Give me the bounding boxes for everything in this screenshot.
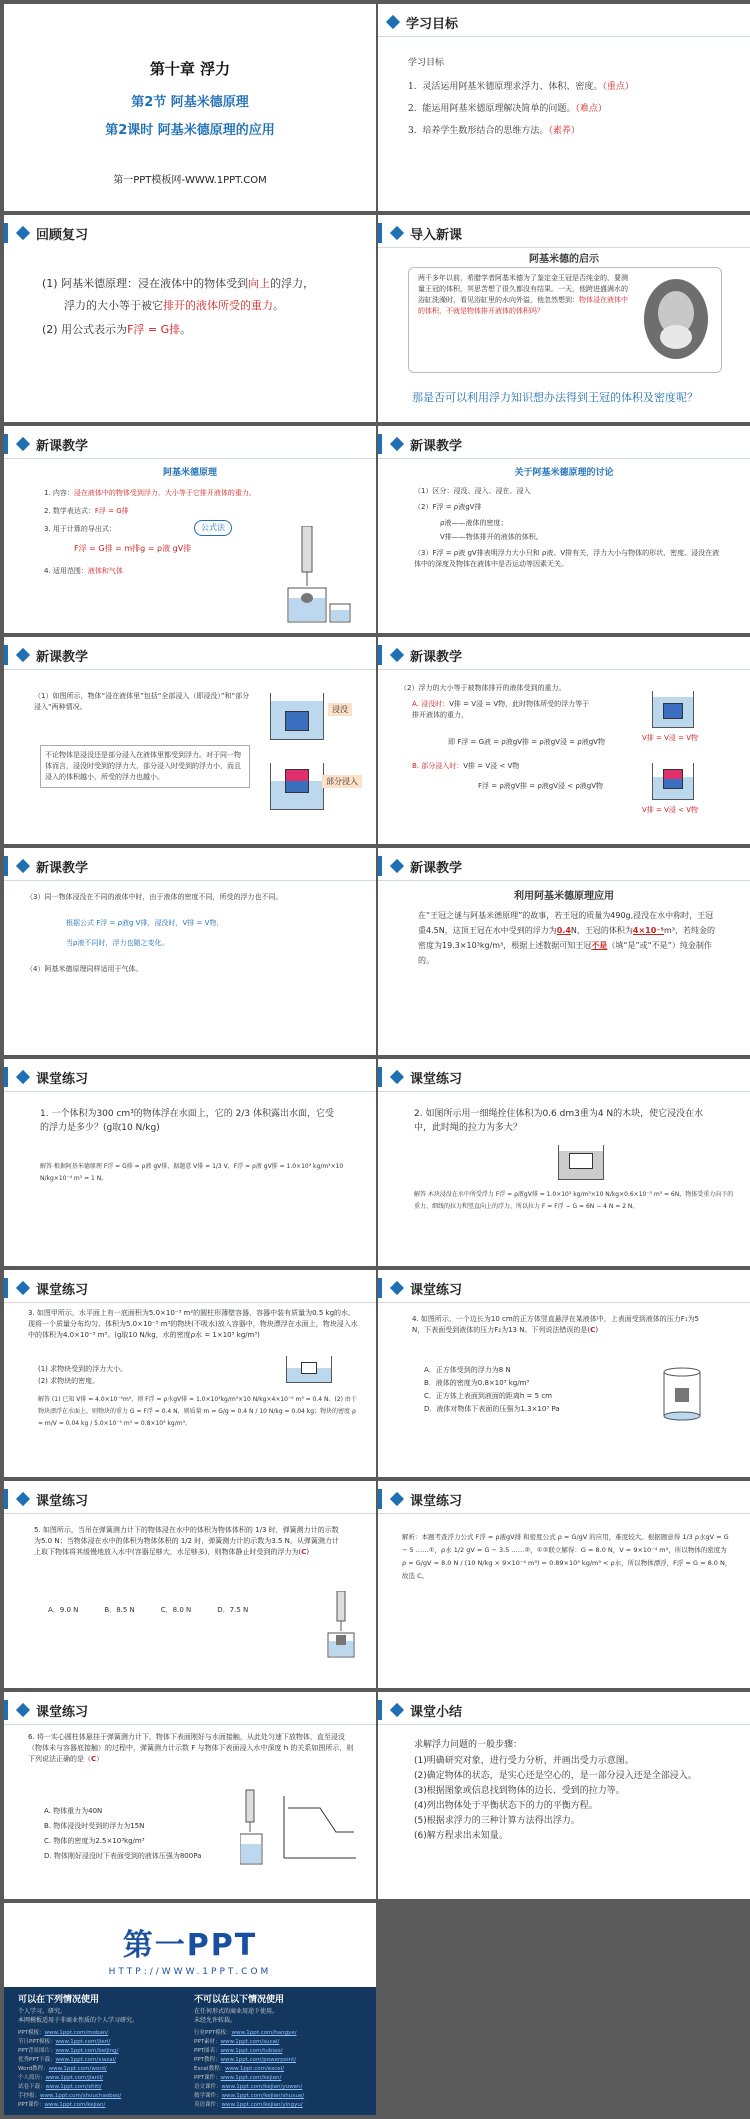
footer-link[interactable]: www.1ppt.com/kejian/ bbox=[220, 2075, 282, 2081]
footer-link-label: PPT素材： bbox=[194, 2039, 221, 2045]
footer-link-row bbox=[18, 2092, 121, 2101]
footer-link[interactable]: www.1ppt.com/kejian/yingyu/ bbox=[221, 2102, 303, 2108]
objective-2: 2. 能运用阿基米德原理解决简单的问题。（难点） bbox=[408, 104, 607, 114]
option-d: D. 物体刚好浸没时下表面受到的液体压强为800Pa bbox=[44, 1852, 202, 1860]
diamond-icon bbox=[16, 226, 30, 240]
footer-link-row bbox=[18, 2029, 121, 2038]
formula-method-tag: 公式法 bbox=[194, 520, 232, 536]
empty-panel bbox=[378, 1903, 750, 2115]
footer-col1-a: 个人学习，研究。 bbox=[18, 2008, 67, 2015]
footer-link-label: PPT模板： bbox=[18, 2030, 45, 2036]
footer-link-label: PPT课件： bbox=[194, 2075, 221, 2081]
story-text: 两千多年以前，希腊学者阿基米德为了鉴定金王冠是否纯金的，要测量王冠的体积，冥思苦想了很久都没有结果。一天，他跨进盛满水的浴缸洗澡时，看见浴缸里的水向外溢，他忽然想到：物体浸在液体中的体积，不就是物体排开液体的体积吗？ bbox=[418, 274, 628, 315]
summary-step-1: (1)明确研究对象，进行受力分析，并画出受力示意图。 bbox=[414, 1756, 634, 1766]
footer-link[interactable]: www.1ppt.com/jieri/ bbox=[55, 2039, 111, 2045]
diamond-icon bbox=[16, 1703, 30, 1717]
footer-link[interactable]: www.1ppt.com/kejian/yuwen/ bbox=[221, 2084, 303, 2090]
footer-link[interactable]: www.1ppt.com/powerpoint/ bbox=[220, 2057, 297, 2063]
option-b: B. 物体浸没时受到的浮力为15N bbox=[44, 1822, 145, 1830]
exercise-3-sub2: (2) 求物块的密度。 bbox=[38, 1377, 100, 1385]
lesson-title: 第2课时 阿基米德原理的应用 bbox=[105, 123, 275, 138]
exercise-4-options bbox=[424, 1364, 560, 1416]
principle-scope: 4. 适用范围：液体和气体 bbox=[44, 567, 123, 575]
exercise-1-answer: 解答 根据阿基米德原理 F浮 = G排 = ρ液 gV排，据题意 V排 = 1/3 V，F浮 = ρ液 gV排 = 1.0×10³ kg/m³×10 N/kg×10⁻⁴ m³ = 1 N。 bbox=[40, 1163, 344, 1182]
footer-link-row bbox=[194, 2074, 304, 2083]
footer-links-right bbox=[194, 2029, 304, 2110]
diamond-icon bbox=[390, 648, 404, 662]
slide-header: 学习目标 bbox=[378, 12, 458, 32]
archimedes-portrait-icon bbox=[640, 275, 712, 363]
footer-link-label: 英语课件： bbox=[194, 2102, 222, 2108]
beaker-a-label: V排 = V浸 = V物 bbox=[642, 734, 698, 742]
footer-link-label: 行业PPT模板： bbox=[194, 2030, 232, 2036]
liquids-4: （4）阿基米德原理同样适用于气体。 bbox=[26, 965, 143, 973]
footer-link[interactable]: www.1ppt.com/word/ bbox=[48, 2066, 107, 2072]
discussion-5: （3）F浮 = ρ液 gV排表明浮力大小只和 ρ液、V排有关，浮力大小与物体的形状、密度、浸没在液体中的深度及物体在液体中是否运动等因素无关。 bbox=[414, 549, 720, 568]
size-case-b-formula: F浮 = ρ液gV排 = ρ液gV浸 < ρ液gV物 bbox=[478, 782, 603, 790]
force-depth-figure bbox=[240, 1788, 360, 1868]
slide-exercise-5: 课堂练习 5. 如图所示，当吊在弹簧测力计下的物体浸在水中的体积为物体体积的 1/3 时，弹簧测力计的示数为5.0 N；当物体浸在水中的体积为物体体积的 1/2 时，弹簧测力计的示数为3.5 N。从弹簧测力计上取下物体将其缓慢地放入水中(容器足够大，水足够多)，则物体静止时受到的浮力为(C) A．9.0 N B．8.5 N C．8.0 N D．7.5 N bbox=[4, 1481, 376, 1688]
slide-crown: 新课教学 利用阿基米德原理应用 在“王冠之谜与阿基米德原理”的故事，若王冠的质量为490g,浸没在水中称时，王冠重4.5N，这顶王冠在水中受到的浮力为0.4N，王冠的体积为4×10⁻⁵m³，若纯金的密度为19.3×10³kg/m³，根据上述数据可知王冠不是（填“是”或“不是”）纯金制作的。 bbox=[378, 848, 750, 1055]
footer-link-row bbox=[18, 2047, 121, 2056]
footer-link[interactable]: www.1ppt.com/shouchaobao/ bbox=[40, 2093, 122, 2099]
container-figure bbox=[286, 1356, 332, 1383]
footer-link[interactable]: www.1ppt.com/tubiao/ bbox=[220, 2048, 283, 2054]
size-case-a-formula: 即 F浮 = G液 = ρ液gV排 = ρ液gV浸 = ρ液gV物 bbox=[448, 738, 605, 746]
objective-3: 3. 培养学生数形结合的思维方法。（素养） bbox=[408, 126, 580, 136]
discussion-1: （1）区分：浸没、浸入、浸在、浸入 bbox=[414, 487, 531, 495]
footer-link[interactable]: www.1ppt.com/jianli/ bbox=[45, 2075, 104, 2081]
footer-link-row bbox=[18, 2101, 121, 2110]
diamond-icon bbox=[390, 1492, 404, 1506]
spring-scale-beaker-icon bbox=[284, 526, 354, 626]
story-title: 阿基米德的启示 bbox=[529, 254, 599, 265]
footer-link[interactable]: www.1ppt.com/shiti/ bbox=[45, 2084, 102, 2090]
footer-link-label: 个人简历： bbox=[18, 2075, 46, 2081]
footer-link[interactable]: www.1ppt.com/sucai/ bbox=[220, 2039, 280, 2045]
diamond-icon bbox=[390, 1070, 404, 1084]
option-a: A．正方体受到的浮力为8 N bbox=[424, 1366, 511, 1374]
footer-link-label: PPT图表： bbox=[194, 2048, 221, 2054]
exercise-6-options bbox=[44, 1804, 201, 1864]
section-title: 第2节 阿基米德原理 bbox=[131, 95, 249, 110]
option-c: C. 物体的密度为2.5×10³kg/m³ bbox=[44, 1837, 145, 1845]
footer-link[interactable]: www.1ppt.com/excel/ bbox=[225, 2066, 285, 2072]
footer-link-label: PPT背景图片： bbox=[18, 2048, 56, 2054]
beaker-submerged bbox=[270, 693, 324, 740]
diamond-icon bbox=[16, 437, 30, 451]
footer-link-row bbox=[194, 2101, 304, 2110]
principle-title: 阿基米德原理 bbox=[162, 468, 217, 478]
footer-link[interactable]: www.1ppt.com/beijing/ bbox=[55, 2048, 119, 2054]
diamond-icon bbox=[16, 1070, 30, 1084]
footer-link[interactable]: www.1ppt.com/kejian/ bbox=[44, 2102, 106, 2108]
diamond-icon bbox=[16, 1281, 30, 1295]
option-a: A. 物体重力为40N bbox=[44, 1807, 103, 1815]
footer-link-label: 优秀PPT下载： bbox=[18, 2057, 56, 2063]
footer-link[interactable]: www.1ppt.com/moban/ bbox=[44, 2030, 109, 2036]
footer-col1-b: 本网模板适用于非商业性质的个人学习研究。 bbox=[18, 2017, 139, 2024]
footer-link-label: 语文课件： bbox=[194, 2084, 222, 2090]
size-case-b: B. 部分浸入时：V排 = V浸 < V物 bbox=[412, 762, 520, 770]
exercise-5-question: 5. 如图所示，当吊在弹簧测力计下的物体浸在水中的体积为物体体积的 1/3 时，弹簧测力计的示数为5.0 N；当物体浸在水中的体积为物体体积的 1/2 时，弹簧测力计的示数为3.5 N。从弹簧测力计上取下物体将其缓慢地放入水中(容器足够大，水足够多)，则物体静止时受到的浮力为(C) bbox=[34, 1526, 339, 1556]
principle-derived: 3. 用于计算的导出式： bbox=[44, 525, 116, 533]
slide-exercise-5-solution: 课堂练习 解析：本题考查浮力公式 F浮 = ρ液gV排 和密度公式 ρ = G/gV 的应用，难度较大。根据题意得 1/3 ρ水gV = G − 5 ……①，ρ水 1/2 gV = G − 3.5 ……②，①②联立解得：G = 8.0 N，V = 9×10⁻⁴ m³，所以物体的密度为 ρ = G/gV = 8.0 N / (10 N/kg × 9×10⁻⁴ m³) = 0.89×10³ kg/m³ < ρ水，所以物体漂浮，F浮 = G = 8.0 N，故选 C。 bbox=[378, 1481, 750, 1688]
exercise-2-answer: 解答 木块浸没在水中所受浮力 F浮 = ρ液gV排 = 1.0×10³ kg/m³×10 N/kg×0.6×10⁻³ m³ = 6N，物体受重力向下的重力、细线的拉力和竖直向上的浮力，所以拉力 F = F浮 − G = 6N − 4 N = 2 N。 bbox=[414, 1191, 734, 1210]
size-text: （2）浮力的大小等于被物体排开的液体受到的重力。 bbox=[400, 684, 566, 692]
exercise-1-question: 1. 一个体积为300 cm³的物体浮在水面上，它的 2/3 体积露出水面，它受的浮力是多少？(g取10 N/kg) bbox=[40, 1109, 335, 1133]
liquids-1: （3）同一物体浸没在不同的液体中时，由于液体的密度不同，所受的浮力也不同。 bbox=[26, 893, 283, 901]
diamond-icon bbox=[16, 648, 30, 662]
footer-link-row bbox=[194, 2056, 304, 2065]
footer-link[interactable]: www.1ppt.com/kejian/shuxue/ bbox=[221, 2093, 305, 2099]
footer-link-label: PPT教程： bbox=[194, 2057, 221, 2063]
slide-discussion: 新课教学 关于阿基米德原理的讨论 （1）区分：浸没、浸入、浸在、浸入 （2）F浮 = ρ液gV排 ρ液——液体的密度； V排——物体排开的液体的体积。 （3）F浮 = ρ液 gV排表明浮力大小只和 ρ液、V排有关，浮力大小与物体的形状、密度、浸没在液体中的深度及物体在液体中是否运动等因素无关。 bbox=[378, 426, 750, 633]
intro-question: 那是否可以利用浮力知识想办法得到王冠的体积及密度呢？ bbox=[412, 391, 698, 404]
option-a: A．9.0 N bbox=[48, 1606, 79, 1614]
slide-intro: 导入新课 阿基米德的启示 两千多年以前，希腊学者阿基米德为了鉴定金王冠是否纯金的，要测量王冠的体积，冥思苦想了很久都没有结果。一天，他跨进盛满水的浴缸洗澡时，看见浴缸里的水向外溢，他忽然想到：物体浸在液体中的体积，不就是物体排开液体的体积吗？ 那是否可以利用浮力知识想办法得到王冠的体积及密度呢？ bbox=[378, 215, 750, 422]
footer-link-row bbox=[18, 2074, 121, 2083]
footer-logo: 第一PPT bbox=[122, 1928, 258, 1963]
exercise-3-answer: 解答 (1) 已知 V排 = 4.0×10⁻⁵m³，则 F浮 = ρ水gV排 = 1.0×10³kg/m³×10 N/kg×4×10⁻⁵ m³ = 0.4 N。(2) 由于物块漂浮在水面上，则物块的重力 G = F浮 = 0.4 N，则质量 m = G/g = 0.4 N / 10 N/kg = 0.04 kg；物块的密度 ρ = m/V = 0.04 kg / 5.0×10⁻⁵ m³ = 0.8×10³ kg/m³。 bbox=[38, 1396, 357, 1427]
discussion-title: 关于阿基米德原理的讨论 bbox=[514, 468, 614, 478]
exercise-3-question: 3. 如图甲所示，水平面上有一底面积为5.0×10⁻³ m²的圆柱形薄壁容器，容器中装有质量为0.5 kg的水。现将一个质量分布均匀、体积为5.0×10⁻⁵ m³的物块(不吸水)放入容器中，物块漂浮在水面上，物块浸入水中的体积为4.0×10⁻⁵ m³。(g取10 N/kg，水的密度ρ水 = 1×10³ kg/m³) bbox=[28, 1309, 358, 1339]
option-c: C．正方体上表面到液面的距离h = 5 cm bbox=[424, 1392, 552, 1400]
footer-col1-title: 可以在下列情况使用 bbox=[18, 1995, 100, 2005]
summary-step-2: (2)确定物体的状态，是实心还是空心的，是一部分浸入还是全部浸入。 bbox=[414, 1771, 697, 1781]
exercise-4-question: 4. 如图所示，一个边长为10 cm的正方体竖直悬浮在某液体中，上表面受到液体的压力F₁为5 N，下表面受到液体的压力F₂为13 N。下列说法错误的是(C) bbox=[412, 1315, 699, 1334]
footer-link-row bbox=[194, 2047, 304, 2056]
size-case-a: A. 浸没时：V排 = V浸 = V物，此时物体所受的浮力等于排开液体的重力， bbox=[412, 700, 590, 719]
option-b: B．8.5 N bbox=[104, 1606, 135, 1614]
footer-col2-title: 不可以在以下情况使用 bbox=[194, 1995, 285, 2005]
discussion-4: V排——物体排开的液体的体积。 bbox=[440, 533, 543, 541]
immersion-box: 不论物体是浸没还是部分浸入在液体里都受到浮力。对于同一物体而言，浸没时受到的浮力大，部分浸入时受到的浮力小，而且浸入的体积越小，所受的浮力也越小。 bbox=[40, 745, 250, 788]
option-d: D．7.5 N bbox=[217, 1606, 249, 1614]
cube-cylinder-icon bbox=[660, 1366, 704, 1422]
tank-figure bbox=[558, 1145, 604, 1180]
liquids-3: 当ρ液不同时，浮力也随之变化。 bbox=[66, 939, 169, 947]
slide-footer bbox=[4, 1903, 376, 2115]
footer-link[interactable]: www.1ppt.com/xiazai/ bbox=[55, 2057, 117, 2063]
crown-title: 利用阿基米德原理应用 bbox=[514, 891, 614, 902]
discussion-2: （2）F浮 = ρ液gV排 bbox=[414, 503, 482, 511]
objective-1: 1. 灵活运用阿基米德原理求浮力、体积、密度。（重点） bbox=[408, 82, 634, 92]
summary-step-3: (3)根据图象或信息找到物体的边长、受到的拉力等。 bbox=[414, 1786, 625, 1796]
footer-link-row bbox=[194, 2092, 304, 2101]
footer-link-row bbox=[18, 2083, 121, 2092]
diamond-icon bbox=[386, 15, 400, 29]
beaker-partial bbox=[270, 763, 324, 810]
principle-derived-formula: F浮 = G排 = m排g = ρ液 gV排 bbox=[74, 544, 192, 553]
slide-exercise-1: 课堂练习 1. 一个体积为300 cm³的物体浮在水面上，它的 2/3 体积露出水面，它受的浮力是多少？(g取10 N/kg) 解答 根据阿基米德原理 F浮 = G排 = ρ液 gV排，据题意 V排 = 1/3 V，F浮 = ρ液 gV排 = 1.0×10³ kg/m³×10 N/kg×10⁻⁴ m³ = 1 N。 bbox=[4, 1059, 376, 1266]
partial-tag: 部分浸入 bbox=[322, 775, 362, 788]
footer-link-row bbox=[194, 2065, 304, 2074]
exercise-2-question: 2. 如图所示用一细绳拴住体积为0.6 dm3重为4 N的木块，使它浸没在水中，此时绳的拉力为多大？ bbox=[414, 1109, 704, 1133]
discussion-3: ρ液——液体的密度； bbox=[440, 519, 508, 527]
slide-liquids: 新课教学 （3）同一物体浸没在不同的液体中时，由于液体的密度不同，所受的浮力也不同。 根据公式 F浮 = ρ液g V排，浸没时，V排 = V物， 当ρ液不同时，浮力也随之变化。 （4）阿基米德原理同样适用于气体。 bbox=[4, 848, 376, 1055]
site-text: 第一PPT模板网-WWW.1PPT.COM bbox=[113, 175, 267, 186]
footer-link-label: 手抄报： bbox=[18, 2093, 41, 2099]
summary-list bbox=[414, 1754, 714, 1844]
principle-formula: 2. 数学表达式：F浮 = G排 bbox=[44, 507, 129, 515]
footer-panel bbox=[4, 1987, 376, 2115]
footer-link-label: PPT课件： bbox=[18, 2102, 45, 2108]
diamond-icon bbox=[390, 226, 404, 240]
review-line-3: (2) 用公式表示为F浮 = G排。 bbox=[42, 323, 192, 336]
liquids-2: 根据公式 F浮 = ρ液g V排，浸没时，V排 = V物， bbox=[66, 919, 224, 927]
immersion-text: （1）如图所示，物体“浸在液体里”包括“全部浸入（即浸没）”和“部分浸入”两种情况。 bbox=[34, 692, 250, 711]
footer-url[interactable]: HTTP://WWW.1PPT.COM bbox=[108, 1967, 272, 1977]
summary-step-5: (5)根据求浮力的三种计算方法得出浮力。 bbox=[414, 1816, 580, 1826]
beaker-b bbox=[652, 763, 694, 800]
slide-title bbox=[4, 4, 376, 211]
footer-link-label: 数学课件： bbox=[194, 2093, 222, 2099]
footer-link-row bbox=[194, 2038, 304, 2047]
footer-link-row bbox=[18, 2056, 121, 2065]
slide-exercise-6: 课堂练习 6. 将一实心圆柱体悬挂于弹簧测力计下，物体下表面刚好与水面接触，从此处匀速下放物体，直至浸没（物体未与容器底接触）的过程中，弹簧测力计示数 F 与物体下表面浸入水中深度 h 的关系如图所示，则下列说法正确的是（C） A. 物体重力为40N B. 物体浸没时受到的浮力为15N C. 物体的密度为2.5×10³kg/m³ D. 物体刚好浸没时下表面受到的液体压强为800Pa bbox=[4, 1692, 376, 1899]
diamond-icon bbox=[16, 1492, 30, 1506]
option-b: B．液体的密度为0.8×10³ kg/m³ bbox=[424, 1379, 530, 1387]
principle-content: 1. 内容：浸在液体中的物体受到浮力，大小等于它排开液体的重力。 bbox=[44, 489, 256, 497]
accent-bar bbox=[4, 223, 8, 243]
slide-review: 回顾复习 (1) 阿基米德原理：浸在液体中的物体受到向上的浮力， 浮力的大小等于被它排开的液体所受的重力。 (2) 用公式表示为F浮 = G排。 bbox=[4, 215, 376, 422]
footer-link-label: 试卷下载： bbox=[18, 2084, 46, 2090]
summary-intro: 求解浮力问题的一般步骤： bbox=[414, 1740, 523, 1750]
footer-link-label: Word教程： bbox=[18, 2066, 49, 2072]
diamond-icon bbox=[390, 859, 404, 873]
slide-exercise-3: 课堂练习 3. 如图甲所示，水平面上有一底面积为5.0×10⁻³ m²的圆柱形薄壁容器，容器中装有质量为0.5 kg的水。现将一个质量分布均匀、体积为5.0×10⁻⁵ m³的物块(不吸水)放入容器中，物块漂浮在水面上，物块浸入水中的体积为4.0×10⁻⁵ m³。(g取10 N/kg，水的密度ρ水 = 1×10³ kg/m³) (1) 求物块受到的浮力大小。 (2) 求物块的密度。 解答 (1) 已知 V排 = 4.0×10⁻⁵m³，则 F浮 = ρ水gV排 = 1.0×10³kg/m³×10 N/kg×4×10⁻⁵ m³ = 0.4 N。(2) 由于物块漂浮在水面上，则物块的重力 G = F浮 = 0.4 N，则质量 m = G/g = 0.4 N / 10 N/kg = 0.04 kg；物块的密度 ρ = m/V = 0.04 kg / 5.0×10⁻⁵ m³ = 0.8×10³ kg/m³。 bbox=[4, 1270, 376, 1477]
spring-scale-icon bbox=[326, 1591, 356, 1661]
beaker-b-label: V排 = V浸 < V物 bbox=[642, 806, 698, 814]
footer-link-row bbox=[18, 2065, 121, 2074]
footer-link-label: 节日PPT模板： bbox=[18, 2039, 56, 2045]
exercise-3-sub1: (1) 求物块受到的浮力大小。 bbox=[38, 1365, 128, 1373]
exercise-6-question: 6. 将一实心圆柱体悬挂于弹簧测力计下，物体下表面刚好与水面接触，从此处匀速下放物体，直至浸没（物体未与容器底接触）的过程中，弹簧测力计示数 F 与物体下表面浸入水中深度 h 的关系如图所示，则下列说法正确的是（C） bbox=[28, 1733, 354, 1763]
diamond-icon bbox=[390, 437, 404, 451]
footer-link-row bbox=[194, 2083, 304, 2092]
exercise-5-options bbox=[48, 1605, 248, 1616]
slide-exercise-4: 课堂练习 4. 如图所示，一个边长为10 cm的正方体竖直悬浮在某液体中，上表面受到液体的压力F₁为5 N，下表面受到液体的压力F₂为13 N。下列说法错误的是(C) A．正方体受到的浮力为8 N B．液体的密度为0.8×10³ kg/m³ C．正方体上表面到液面的距离h = 5 cm D．液体对物体下表面的压强为1.3×10³ Pa bbox=[378, 1270, 750, 1477]
diamond-icon bbox=[390, 1703, 404, 1717]
crown-text: 在“王冠之谜与阿基米德原理”的故事，若王冠的质量为490g,浸没在水中称时，王冠重4.5N，这顶王冠在水中受到的浮力为0.4N，王冠的体积为4×10⁻⁵m³，若纯金的密度为19.3×10³kg/m³，根据上述数据可知王冠不是（填“是”或“不是”）纯金制作的。 bbox=[418, 911, 716, 965]
footer-col2-a: 在任何形式的商业用途下使用。 bbox=[194, 2008, 279, 2015]
footer-link-row bbox=[194, 2029, 304, 2038]
footer-link-row bbox=[18, 2038, 121, 2047]
slide-buoyancy-size: 新课教学 （2）浮力的大小等于被物体排开的液体受到的重力。 A. 浸没时：V排 = V浸 = V物，此时物体所受的浮力等于排开液体的重力， 即 F浮 = G液 = ρ液gV排 = ρ液gV浸 = ρ液gV物 B. 部分浸入时：V排 = V浸 < V物 F浮 = ρ液gV排 = ρ液gV浸 < ρ液gV物 V排 = V浸 = V物 V排 = V浸 < V物 bbox=[378, 637, 750, 844]
summary-step-6: (6)解方程求出未知量。 bbox=[414, 1831, 508, 1841]
option-d: D．液体对物体下表面的压强为1.3×10³ Pa bbox=[424, 1405, 560, 1413]
slide-immersion: 新课教学 （1）如图所示，物体“浸在液体里”包括“全部浸入（即浸没）”和“部分浸入”两种情况。 不论物体是浸没还是部分浸入在液体里都受到浮力。对于同一物体而言，浸没时受到的浮力大，部分浸入时受到的浮力小，而且浸入的体积越小，所受的浮力也越小。 浸没 部分浸入 bbox=[4, 637, 376, 844]
beaker-a bbox=[652, 691, 694, 728]
option-c: C．8.0 N bbox=[160, 1606, 192, 1614]
chapter-title: 第十章 浮力 bbox=[149, 60, 231, 78]
slide-summary: 课堂小结 求解浮力问题的一般步骤： (1)明确研究对象，进行受力分析，并画出受力示意图。 (2)确定物体的状态，是实心还是空心的，是一部分浸入还是全部浸入。 (3)根据图象或信息找到物体的边长、受到的拉力等。 (4)列出物体处于平衡状态下的力的平衡方程。 (5)根据求浮力的三种计算方法得出浮力。 (6)解方程求出未知量。 bbox=[378, 1692, 750, 1899]
review-line-1: (1) 阿基米德原理：浸在液体中的物体受到向上的浮力， bbox=[42, 277, 315, 290]
review-line-2: 浮力的大小等于被它排开的液体所受的重力。 bbox=[64, 299, 284, 312]
footer-link[interactable]: www.1ppt.com/hangye/ bbox=[231, 2030, 297, 2036]
footer-col2-b: 未经允许转载。 bbox=[194, 2017, 237, 2024]
submerged-tag: 浸没 bbox=[328, 703, 352, 716]
exercise-5-solution: 解析：本题考查浮力公式 F浮 = ρ液gV排 和密度公式 ρ = G/gV 的应用，难度较大。根据题意得 1/3 ρ水gV = G − 5 ……①，ρ水 1/2 gV = G − 3.5 ……②，①②联立解得：G = 8.0 N，V = 9×10⁻⁴ m³，所以物体的密度为 ρ = G/gV = 8.0 N / (10 N/kg × 9×10⁻⁴ m³) = 0.89×10³ kg/m³ < ρ水，所以物体漂浮，F浮 = G = 8.0 N，故选 C。 bbox=[402, 1533, 732, 1580]
diamond-icon bbox=[16, 859, 30, 873]
slide-exercise-2: 课堂练习 2. 如图所示用一细绳拴住体积为0.6 dm3重为4 N的木块，使它浸没在水中，此时绳的拉力为多大？ 解答 木块浸没在水中所受浮力 F浮 = ρ液gV排 = 1.0×10³ kg/m³×10 N/kg×0.6×10⁻³ m³ = 6N，物体受重力向下的重力、细线的拉力和竖直向上的浮力，所以拉力 F = F浮 − G = 6N − 4 N = 2 N。 bbox=[378, 1059, 750, 1266]
slide-principle: 新课教学 阿基米德原理 1. 内容：浸在液体中的物体受到浮力，大小等于它排开液体的重力。 2. 数学表达式：F浮 = G排 3. 用于计算的导出式： F浮 = G排 = m排g = ρ液 gV排 4. 适用范围：液体和气体 公式法 bbox=[4, 426, 376, 633]
summary-step-4: (4)列出物体处于平衡状态下的力的平衡方程。 bbox=[414, 1801, 598, 1811]
footer-links-left bbox=[18, 2029, 121, 2110]
footer-link-label: Excel教程： bbox=[194, 2066, 226, 2072]
slide-objectives bbox=[378, 4, 750, 211]
diamond-icon bbox=[390, 1281, 404, 1295]
objectives-label: 学习目标 bbox=[408, 58, 445, 68]
